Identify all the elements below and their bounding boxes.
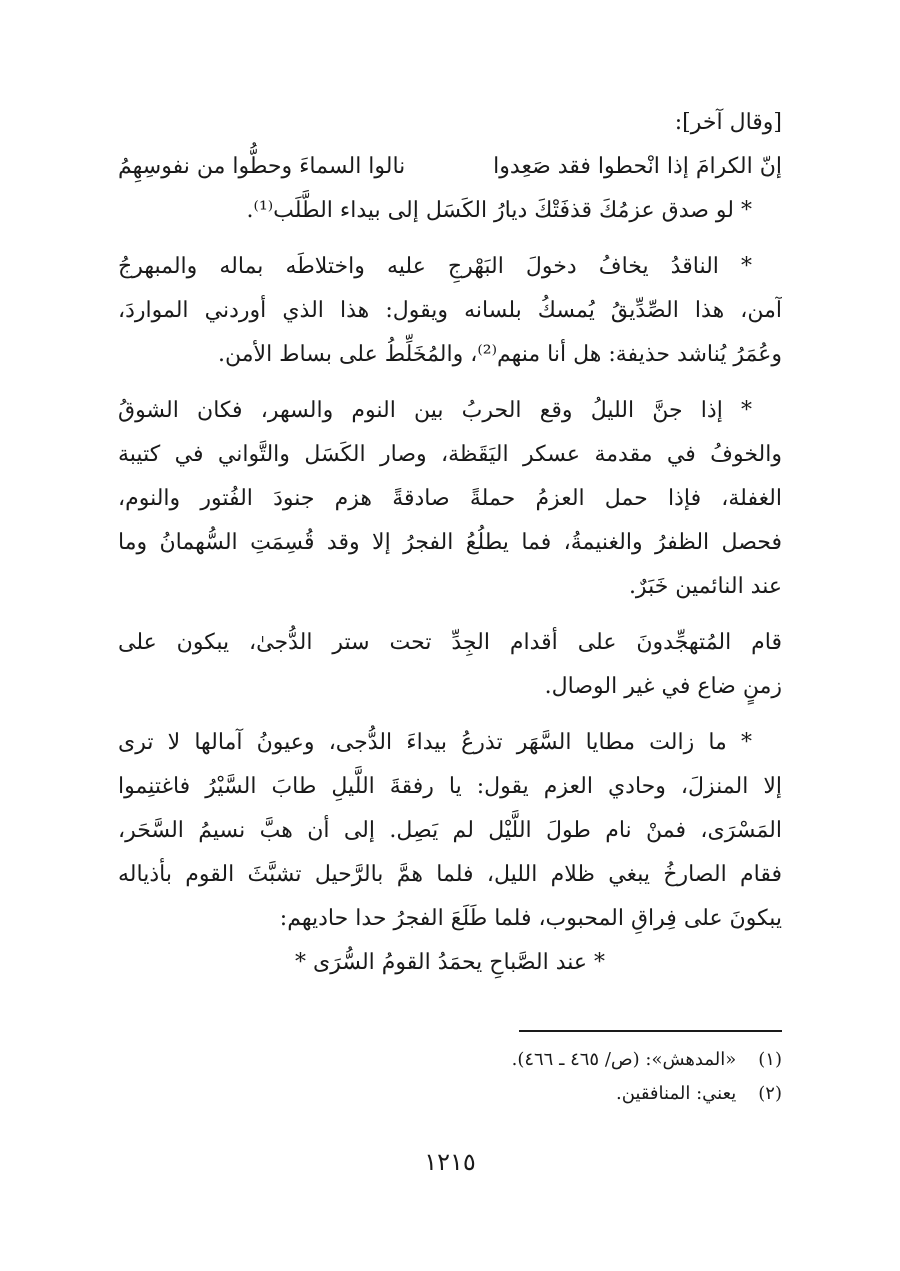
paragraph-4-line: قام المُتهجِّدونَ على أقدام الجِدِّ تحت ستر الدُّجىٰ، يبكون على	[118, 630, 782, 655]
paragraph-2-line: وعُمَرُ يُناشد حذيفة: هل أنا منهم⁽²⁾، والمُخَلِّطُ على بساط الأمن.	[218, 342, 782, 367]
verse-second-hemistich: نالوا السماءَ وحطُّوا من نفوسِهِمُ	[118, 154, 406, 179]
paragraph-3-line: * إذا جنَّ الليلُ وقع الحربُ بين النوم والسهر، فكان الشوقُ	[118, 398, 752, 423]
paragraph-5-line: إلا المنزلَ، وحادي العزم يقول: يا رفقةَ اللَّيلِ طابَ السَّيْرُ فاغتنِموا	[118, 774, 782, 799]
footnote	[118, 1077, 782, 1111]
footnote-divider	[519, 1030, 782, 1032]
paragraph-5-line: المَسْرَى، فمنْ نام طولَ اللَّيْل لم يَصِل. إلى أن هبَّ نسيمُ السَّحَر،	[118, 818, 782, 843]
footnote	[118, 1043, 782, 1077]
verse-line	[118, 145, 782, 189]
paragraph-5-line: يبكونَ على فِراقِ المحبوب، فلما طَلَعَ الفجرُ حدا حاديهم:	[279, 906, 782, 931]
footnotes	[118, 1043, 782, 1111]
page-number: ١٢١٥	[424, 1148, 476, 1176]
paragraph-2-line: * الناقدُ يخافُ دخولَ البَهْرجِ عليه واختلاطَه بماله والمبهرجُ	[118, 254, 752, 279]
verse-first-hemistich: إنّ الكرامَ إذا انْحطوا فقد صَعِدوا	[493, 154, 782, 179]
paragraph-3-line: عند النائمين خَبَرٌ.	[628, 574, 782, 599]
paragraph-2-line: آمن، هذا الصِّدِّيقُ يُمسكُ بلسانه ويقول: هذا الذي أوردني المواردَ،	[118, 298, 782, 323]
paragraph-5	[118, 721, 782, 941]
paragraph-1: * لو صدق عزمُكَ قذفَتْكَ ديارُ الكَسَل إلى بيداء الطَّلَب⁽¹⁾.	[246, 198, 752, 223]
paragraph-3-line: فحصل الظفرُ والغنيمةُ، فما يطلُعُ الفجرُ إلا وقد قُسِمَتِ السُّهمانُ وما	[118, 530, 782, 555]
paragraph-3-line: الغفلة، فإذا حمل العزمُ حملةً صادقةً هزم جنودَ الفُتور والنوم،	[118, 486, 782, 511]
main-text	[118, 101, 782, 985]
footnote-text: يعني: المنافقين.	[615, 1083, 737, 1104]
paragraph-4-line: زمنٍ ضاع في غير الوصال.	[544, 674, 782, 699]
paragraph-4	[118, 621, 782, 709]
paragraph-3	[118, 389, 782, 609]
footnote-text: «المدهش»: (ص/ ٤٦٥ ـ ٤٦٦).	[511, 1049, 737, 1070]
paragraph-5-line: فقام الصارخُ يبغي ظلام الليل، فلما همَّ بالرَّحيل تشبَّثَ القوم بأذياله	[118, 862, 782, 887]
footnote-number: (١)	[758, 1049, 782, 1070]
paragraph-3-line: والخوفُ في مقدمة عسكر اليَقَظة، وصار الكَسَل والتَّواني في كتيبة	[118, 442, 782, 467]
footnote-number: (٢)	[758, 1083, 782, 1104]
paragraph-2	[118, 245, 782, 377]
paragraph-5-line: * ما زالت مطايا السَّهَر تذرعُ بيداءَ الدُّجى، وعيونُ آمالها لا ترى	[118, 730, 752, 755]
verse-intro: [وقال آخر]:	[674, 110, 782, 135]
closing-verse: * عند الصَّباحِ يحمَدُ القومُ السُّرَى *	[294, 950, 606, 975]
